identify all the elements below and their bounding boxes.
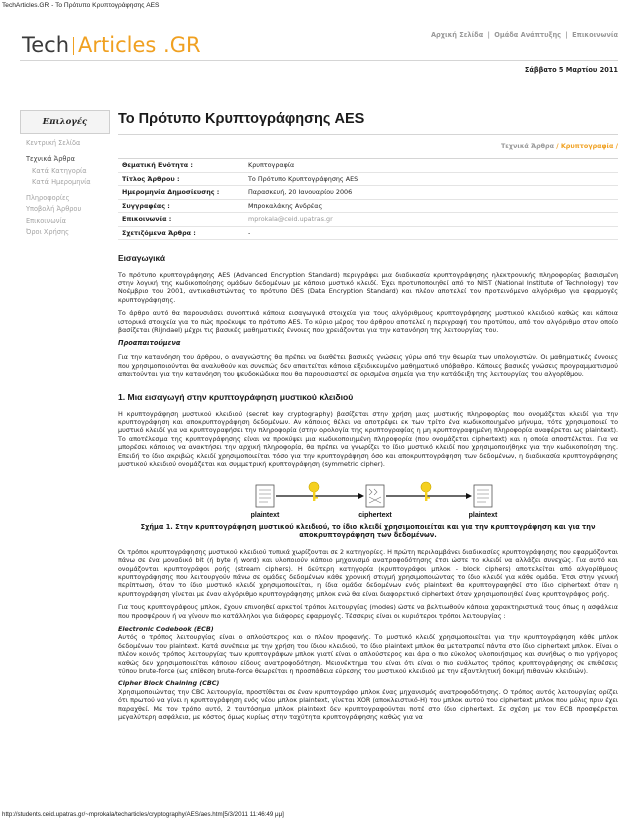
breadcrumb-separator: / (556, 142, 559, 150)
info-key: Σχετιζόμενα Άρθρα : (122, 228, 196, 237)
sidebar-item-info[interactable]: Πληροφορίες (26, 194, 70, 203)
sidebar-item-terms[interactable]: Όροι Χρήσης (26, 228, 70, 237)
logo-articles: Articles .GR (78, 33, 201, 57)
sidebar-item-articles[interactable]: Τεχνικά Άρθρα (26, 155, 75, 164)
sidebar (20, 110, 110, 238)
intro-paragraph: Το άρθρο αυτό θα παρουσιάσει συνοπτικά κάποια εισαγωγικά στοιχεία για τους αλγόριθμους κρυπτογράφησης μυστικού κλειδιού καθώς και κάποια ιστορικά στοιχεία για το πώς προέκυψε το πρότυπο AES. Το κύριο μέρος του άρθρου αποτελεί η περιγραφή του προτύπου, από τον αλγόριθμο στον οποίο βασίζεται (Rijndael) μέχρι τις βασικές μαθηματικές έννοιες που χρειάζονται για την κατανόηση της λειτουργίας του. (118, 309, 618, 334)
breadcrumb (118, 142, 618, 150)
symmetric-cipher-diagram (118, 475, 618, 519)
info-row (118, 200, 618, 214)
prerequisites-heading: Προαπαιτούμενα (118, 339, 181, 348)
nav-separator: | (565, 31, 568, 39)
info-key: Ημερομηνία Δημοσίευσης : (122, 188, 220, 197)
section-heading-1: 1. Μια εισαγωγή στην κρυπτογράφηση μυστικού κλειδιού (118, 392, 354, 403)
breadcrumb-end: / (615, 142, 618, 150)
prerequisites-paragraph: Για την κατανόηση του άρθρου, ο αναγνώστης θα πρέπει να διαθέτει βασικές γνώσεις γύρω από την θεωρία των υπολογιστών. Οι μαθηματικές έννοιες που χρησιμοποιούνται θα αναλυθούν και συνεπώς δεν απαιτείται κάποια εξειδικευμένο μαθηματικό υπόβαθρο. Κάποιες βασικές γνώσεις προγραμματισμού απαιτούνται για την κατανόηση του ψευδοκώδικα που θα παρουσιαστεί σε ορισμένα σημεία για την κατάδειξη της λειτουργίας του αλγορίθμου. (118, 353, 618, 378)
sidebar-item-home[interactable]: Κεντρική Σελίδα (26, 139, 81, 147)
ecb-heading: Electronic Codebook (ECB) (118, 624, 214, 633)
logo-tech: Tech (22, 33, 70, 57)
info-row (118, 213, 618, 227)
info-row (118, 186, 618, 200)
cbc-paragraph: Χρησιμοποιώντας την CBC λειτουργία, προστίθεται σε έναν κρυπτογράφο μπλοκ ένας μηχανισμός ανατροφοδότησης. Ο τρόπος αυτός λειτουργίας ορίζει ότι πρωτού να γίνει η κρυπτογράφηση ενός νέου μπλοκ plaintext, γίνεται XOR (αποκλειστικό-Η) του μπλοκ αυτού του ciphertext μπλοκ που μόλις πριν έχει παραχθεί. Με τον τρόπο αυτό, 2 ταυτόσημα μπλοκ plaintext δεν κρυπτογραφούνται ποτέ στο ίδιο ciphertext. Σε σχέση με τον ECB προσφέρεται μεγαλύτερη ασφάλεια, με κόστος όμως κυρίως στην ταχύτητα κρυπτογράφησης καθώς για να (118, 687, 618, 721)
plaintext-document-icon (256, 485, 274, 507)
ecb-paragraph: Αυτός ο τρόπος λειτουργίας είναι ο απλούστερος και ο πλέον προφανής. Το μυστικό κλειδί χρησιμοποιείται για την κρυπτογράφηση κάθε μπλοκ δεδομένων του plaintext. Κατά συνέπεια με την χρήση του ίδιου κλειδιού, το ίδιο plaintext μπλοκ θα μετατραπεί πάντα στο ίδιο ciphertext μπλοκ. Είναι ο πλέον κοινός τρόπος λειτουργίας των κρυπτογράφων μπλοκ γιατί είναι ο απλούστερος και άρα ο πιο εύκολος υλοποιήσιμος και συνήθως ο πιο γρήγορος καθώς δεν χρησιμοποιείται κάποιου είδους ανατροφοδότηση. Μειονέκτημα του είναι ότι είναι ο πιο ευάλωτος τρόπος κρυπτογράφησης σε επιθέσεις τύπου brute-force (ως επίθεση brute-force θεωρείται η προσπάθεια εύρεσης του μυστικού κλειδιού με την εξαντλητική δοκιμή πιθανών κλειδιών). (118, 633, 618, 675)
nav-team-link[interactable]: Ομάδα Ανάπτυξης (494, 31, 562, 39)
plaintext-document-icon (474, 485, 492, 507)
main-content (118, 110, 618, 725)
figure-1-diagram (118, 475, 618, 519)
info-value: Παρασκευή, 20 Ιανουαρίου 2006 (248, 188, 353, 197)
breadcrumb-root-link[interactable]: Τεχνικά Άρθρα (500, 142, 555, 150)
nav-home-link[interactable]: Αρχική Σελίδα (430, 31, 484, 39)
info-value: Κρυπτογραφία (248, 161, 295, 170)
author-email-link[interactable]: mprokala@ceid.upatras.gr (248, 215, 333, 224)
top-navigation (431, 31, 618, 40)
site-logo[interactable] (22, 33, 201, 57)
article-info-table (118, 158, 618, 240)
sidebar-item-by-category[interactable]: Κατά Κατηγορία (32, 166, 87, 175)
nav-separator: | (487, 31, 490, 39)
info-row (118, 173, 618, 187)
sidebar-item-contact[interactable]: Επικοινωνία (26, 216, 66, 225)
sidebar-menu (20, 138, 110, 238)
intro-paragraph: Το πρότυπο κρυπτογράφησης AES (Advanced Encryption Standard) περιγράφει μια διαδικασία κρυπτογράφησης ηλεκτρονικής πληροφορίας βασισμένη στην λογική της κωδικοποίησης ομάδων δεδομένων με κάποιο μυστικό κλειδί. Έχει προτυποποιηθεί από το NIST (National Institute of Technology) τον Νοέμβριο του 2001, αντικαθιστώντας το πρότυπο DES (Data Encryption Standard) και πλέον αποτελεί τον προτεινόμενο αλγόριθμο για εφαρμογές κρυπτογράφησης. (118, 270, 618, 304)
nav-contact-link[interactable]: Επικοινωνία (572, 31, 618, 39)
key-icon (309, 482, 319, 501)
figure-1-caption: Σχήμα 1. Στην κρυπτογράφηση μυστικού κλειδιού, το ίδιο κλειδί χρησιμοποιείται και για την κρυπτογράφηση και για την αποκρυπτογράφηση των δεδομένων. (140, 522, 596, 540)
figure-label-plaintext: plaintext (468, 511, 498, 519)
cbc-heading: Cipher Block Chaining (CBC) (118, 679, 220, 688)
page-title: Το Πρότυπο Κρυπτογράφησης AES (118, 111, 365, 127)
info-value: - (248, 228, 251, 237)
sidebar-item-by-date[interactable]: Κατά Ημερομηνία (32, 177, 91, 186)
figure-label-ciphertext: ciphertext (358, 511, 392, 519)
section-1-paragraph: Η κρυπτογράφηση μυστικού κλειδιού (secret key cryptography) βασίζεται στην χρήση μιας μυστικής πληροφορίας που ονομάζεται κλειδί για την κρυπτογράφηση και αποκρυπτογράφηση δεδομένων. Αν κάποιος θέλει να αποτρέψει εκ των τρίτο ένα κωδικοποιημένο μήνυμα, τότε χρησιμοποιεί το μυστικό κλειδί για να κρυπτογραφήσει την πληροφορία (στην ορολογία της κρυπτογραφίας η μη κρυπτογραφημένη πληροφορία αναφέρεται ως plaintext). Το αποτέλεσμα της κρυπτογράφησης είναι να προκύψει μια κωδικοποιημένη πληροφορία (που ονομάζεται ciphertext) και η οποία αποστέλεται. Για να μπορέσει κάποιος να ανακτήσει την αρχική πληροφορία, θα πρέπει να γνωρίζει το ίδιο μυστικό κλειδί που χρησιμοποιήθηκε για την κωδικοποίηση της. Επειδή το ίδιο ακριβώς κλειδί χρησιμοποιείται τόσο για την κρυπτογράφηση όσο και αποκρυπτογράφηση των δεδομένων, η διαδικασία κρυπτογράφησης μυστικού κλειδιού ονομάζεται και συμμετρική κρυπτογράφηση (symmetric cipher). (118, 409, 618, 469)
info-key: Συγγραφέας : (122, 201, 170, 210)
logo-divider (73, 37, 74, 55)
ciphertext-document-icon (366, 485, 384, 507)
info-row (118, 227, 618, 241)
breadcrumb-category-link[interactable]: Κρυπτογραφία (560, 142, 614, 150)
sidebar-item-submit[interactable]: Υποβολή Άρθρου (26, 205, 82, 214)
info-key: Επικοινωνία : (122, 215, 172, 224)
print-header: TechArticles.GR - Το Πρότυπο Κρυπτογράφησης AES (2, 2, 160, 9)
info-value: Μπροκαλάκης Ανδρέας (248, 201, 323, 210)
section-heading-intro: Εισαγωγικά (118, 253, 166, 264)
header-divider (20, 60, 618, 61)
section-1-paragraph: Οι τρόποι κρυπτογράφησης μυστικού κλειδιού τυπικά χωρίζονται σε 2 κατηγορίες. Η πρώτη περιλαμβάνει διαδικασίες κρυπτογράφησης που εφαρμόζονται πάνω σε ένα μοναδικό bit (ή byte ή word) και υλοποιούν κάποιο μηχανισμό ανατροφοδότησης έτσι ώστε το κλειδί να αλλάζει συνεχώς. Για αυτό και ονομάζονται κρυπτογράφοι ροής (stream ciphers). Η δεύτερη κατηγορία (κρυπτογράφοι μπλοκ - block ciphers) αποτελείται από αλγορίθμους κρυπτογράφησης που λειτουργούν πάνω σε ομάδες δεδομένων κάθε χρονική στιγμή χρησιμοποιώντας το ίδιο κλειδί για κάθε ομάδα. Έτσι στην γενική περίπτωση, όταν το ίδιο μυστικό κλειδί χρησιμοποιείται, η ίδια ομάδα δεδομένων ενός plaintext θα κρυπτογραφηθεί στο ίδιο ciphertext όταν η κρυπτογράφηση γίνεται με έναν αλγόριθμο κρυπτογράφησης μπλοκ ενώ θα είναι διαφορετικό ciphertext όταν χρησιμοποιηθεί ένας κρυπτογράφος ροής. (118, 547, 618, 598)
figure-label-plaintext: plaintext (250, 511, 280, 519)
title-divider (118, 134, 618, 135)
info-key: Τίτλος Άρθρου : (122, 174, 180, 183)
sidebar-title: Επιλογές (20, 110, 110, 134)
section-1-paragraph: Για τους κρυπτογράφους μπλοκ, έχουν επινοηθεί αρκετοί τρόποι λειτουργίας (modes) ώστε να βελτιωθούν κάποια χαρακτηριστικά τους όπως η ασφάλεια που προσφέρουν ή να γίνουν πιο κατάλληλοι για διάφορες εφαρμογές. Τέσσερις είναι οι κυριότεροι τρόποι λειτουργίας : (118, 603, 618, 620)
current-date: Σάββατο 5 Μαρτίου 2011 (524, 66, 618, 74)
info-value: Το Πρότυπο Κρυπτογράφησης AES (248, 174, 359, 183)
print-footer: http://students.ceid.upatras.gr/~mprokala/techarticles/cryptography/AES/aes.htm[5/3/2011 11:46:49 μμ] (2, 811, 284, 818)
info-key: Θεματική Ενότητα : (122, 161, 193, 170)
info-row (118, 159, 618, 173)
key-icon (421, 482, 431, 501)
